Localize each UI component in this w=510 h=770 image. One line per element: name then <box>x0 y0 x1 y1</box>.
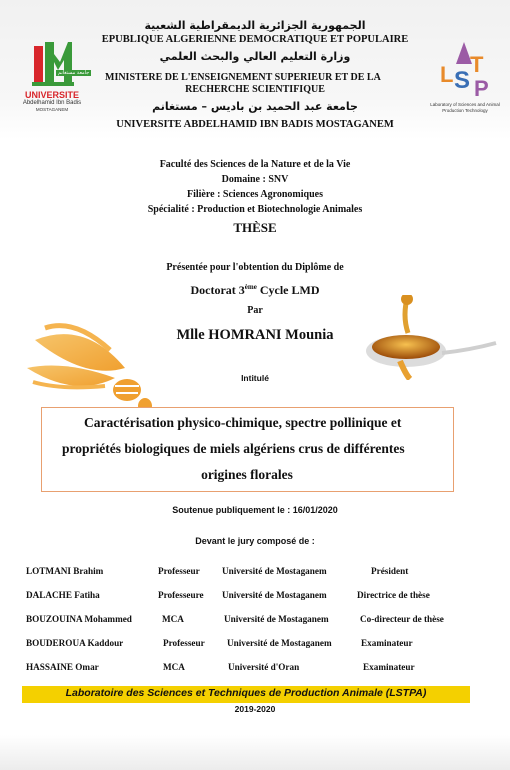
jury-row <box>0 638 510 652</box>
jury-row <box>0 590 510 604</box>
specialite: Spécialité : Production et Biotechnologie Animales <box>147 204 363 215</box>
university-logo-title: UNIVERSITE <box>24 90 79 100</box>
university-logo-city: MOSTAGANEM <box>35 107 69 112</box>
jury-intro: Devant le jury composé de : <box>195 536 315 546</box>
faculty-name: Faculté des Sciences de la Nature et de la Vie <box>159 159 351 170</box>
jury-role: Examinateur <box>361 638 413 648</box>
honey-spoon-icon <box>350 295 500 380</box>
jury-university: Université de Mostaganem <box>222 590 327 600</box>
par-label: Par <box>247 305 263 316</box>
svg-text:L: L <box>440 62 454 87</box>
jury-grade: Professeur <box>158 566 200 576</box>
jury-row <box>0 566 510 580</box>
jury-role: Directrice de thèse <box>357 590 430 600</box>
jury-grade: Professeure <box>158 590 204 600</box>
jury-grade: Professeur <box>163 638 205 648</box>
svg-text:P: P <box>474 76 489 101</box>
academic-year: 2019-2020 <box>234 704 276 714</box>
republic-title: EPUBLIQUE ALGERIENNE DEMOCRATIQUE ET POPULAIRE <box>101 34 409 45</box>
university-logo-icon <box>8 40 96 90</box>
honey-spoon-illustration <box>350 295 500 380</box>
presentation-line: Présentée pour l'obtention du Diplôme de <box>166 262 344 273</box>
footer-background <box>0 735 510 770</box>
jury-grade: MCA <box>163 662 185 672</box>
lab-name: Laboratoire des Sciences et Techniques de Production Animale (LSTPA) <box>65 687 427 699</box>
jury-role: Co-directeur de thèse <box>360 614 444 624</box>
jury-role: Examinateur <box>363 662 415 672</box>
jury-role: Président <box>371 566 409 576</box>
arabic-ministry: وزارة التعليم العالي والبحث العلمي <box>159 50 351 63</box>
svg-text:S: S <box>454 67 471 94</box>
jury-row <box>0 662 510 676</box>
jury-row <box>0 614 510 628</box>
university-logo-arabic: جامعة مستغانم <box>58 70 90 76</box>
filiere: Filière : Sciences Agronomiques <box>186 189 323 200</box>
jury-university: Université de Mostaganem <box>224 614 329 624</box>
jury-university: Université d'Oran <box>228 662 300 672</box>
svg-text:T: T <box>470 52 484 77</box>
degree-rest: Cycle LMD <box>256 283 320 297</box>
lab-logo-caption-1: Laboratory of Sciences and Animal <box>430 102 500 107</box>
jury-university: Université de Mostaganem <box>222 566 327 576</box>
jury-name: BOUDEROUA Kaddour <box>26 638 124 648</box>
jury-name: DALACHE Fatiha <box>26 590 100 600</box>
intitule-label: Intitulé <box>241 373 269 383</box>
degree-main: Doctorat 3 <box>190 283 245 297</box>
arabic-republic: الجمهورية الجزائرية الديمقراطية الشعبية <box>144 19 366 32</box>
jury-grade: MCA <box>162 614 184 624</box>
university-logo-subtitle: Abdelhamid Ibn Badis <box>22 100 82 106</box>
jury-name: LOTMANI Brahim <box>26 566 104 576</box>
ministry-line-2: RECHERCHE SCIENTIFIQUE <box>185 84 325 95</box>
author-name: Mlle HOMRANI Mounia <box>176 327 334 343</box>
jury-name: BOUZOUINA Mohammed <box>26 614 132 624</box>
ministry-line-1: MINISTERE DE L'ENSEIGNEMENT SUPERIEUR ET DE LA <box>105 72 381 83</box>
lab-logo-caption-2: Production Technology <box>442 108 488 113</box>
degree-sup: ème <box>244 283 257 291</box>
domain: Domaine : SNV <box>221 174 289 185</box>
university-name: UNIVERSITE ABDELHAMID IBN BADIS MOSTAGANEM <box>116 119 394 130</box>
jury-university: Université de Mostaganem <box>227 638 332 648</box>
jury-name: HASSAINE Omar <box>26 662 99 672</box>
thesis-title-box <box>41 407 454 492</box>
thesis-title-line-1: Caractérisation physico-chimique, spectre pollinique et <box>84 415 402 430</box>
these-heading: THÈSE <box>233 220 277 235</box>
arabic-university: جامعة عبد الحميد بن باديس – مستغانم <box>152 100 358 113</box>
thesis-title-line-3: origines florales <box>201 467 293 482</box>
defense-date: Soutenue publiquement le : 16/01/2020 <box>172 505 338 515</box>
lab-banner <box>22 686 470 703</box>
thesis-title-line-2: propriétés biologiques de miels algériens crus de différentes <box>62 441 405 456</box>
